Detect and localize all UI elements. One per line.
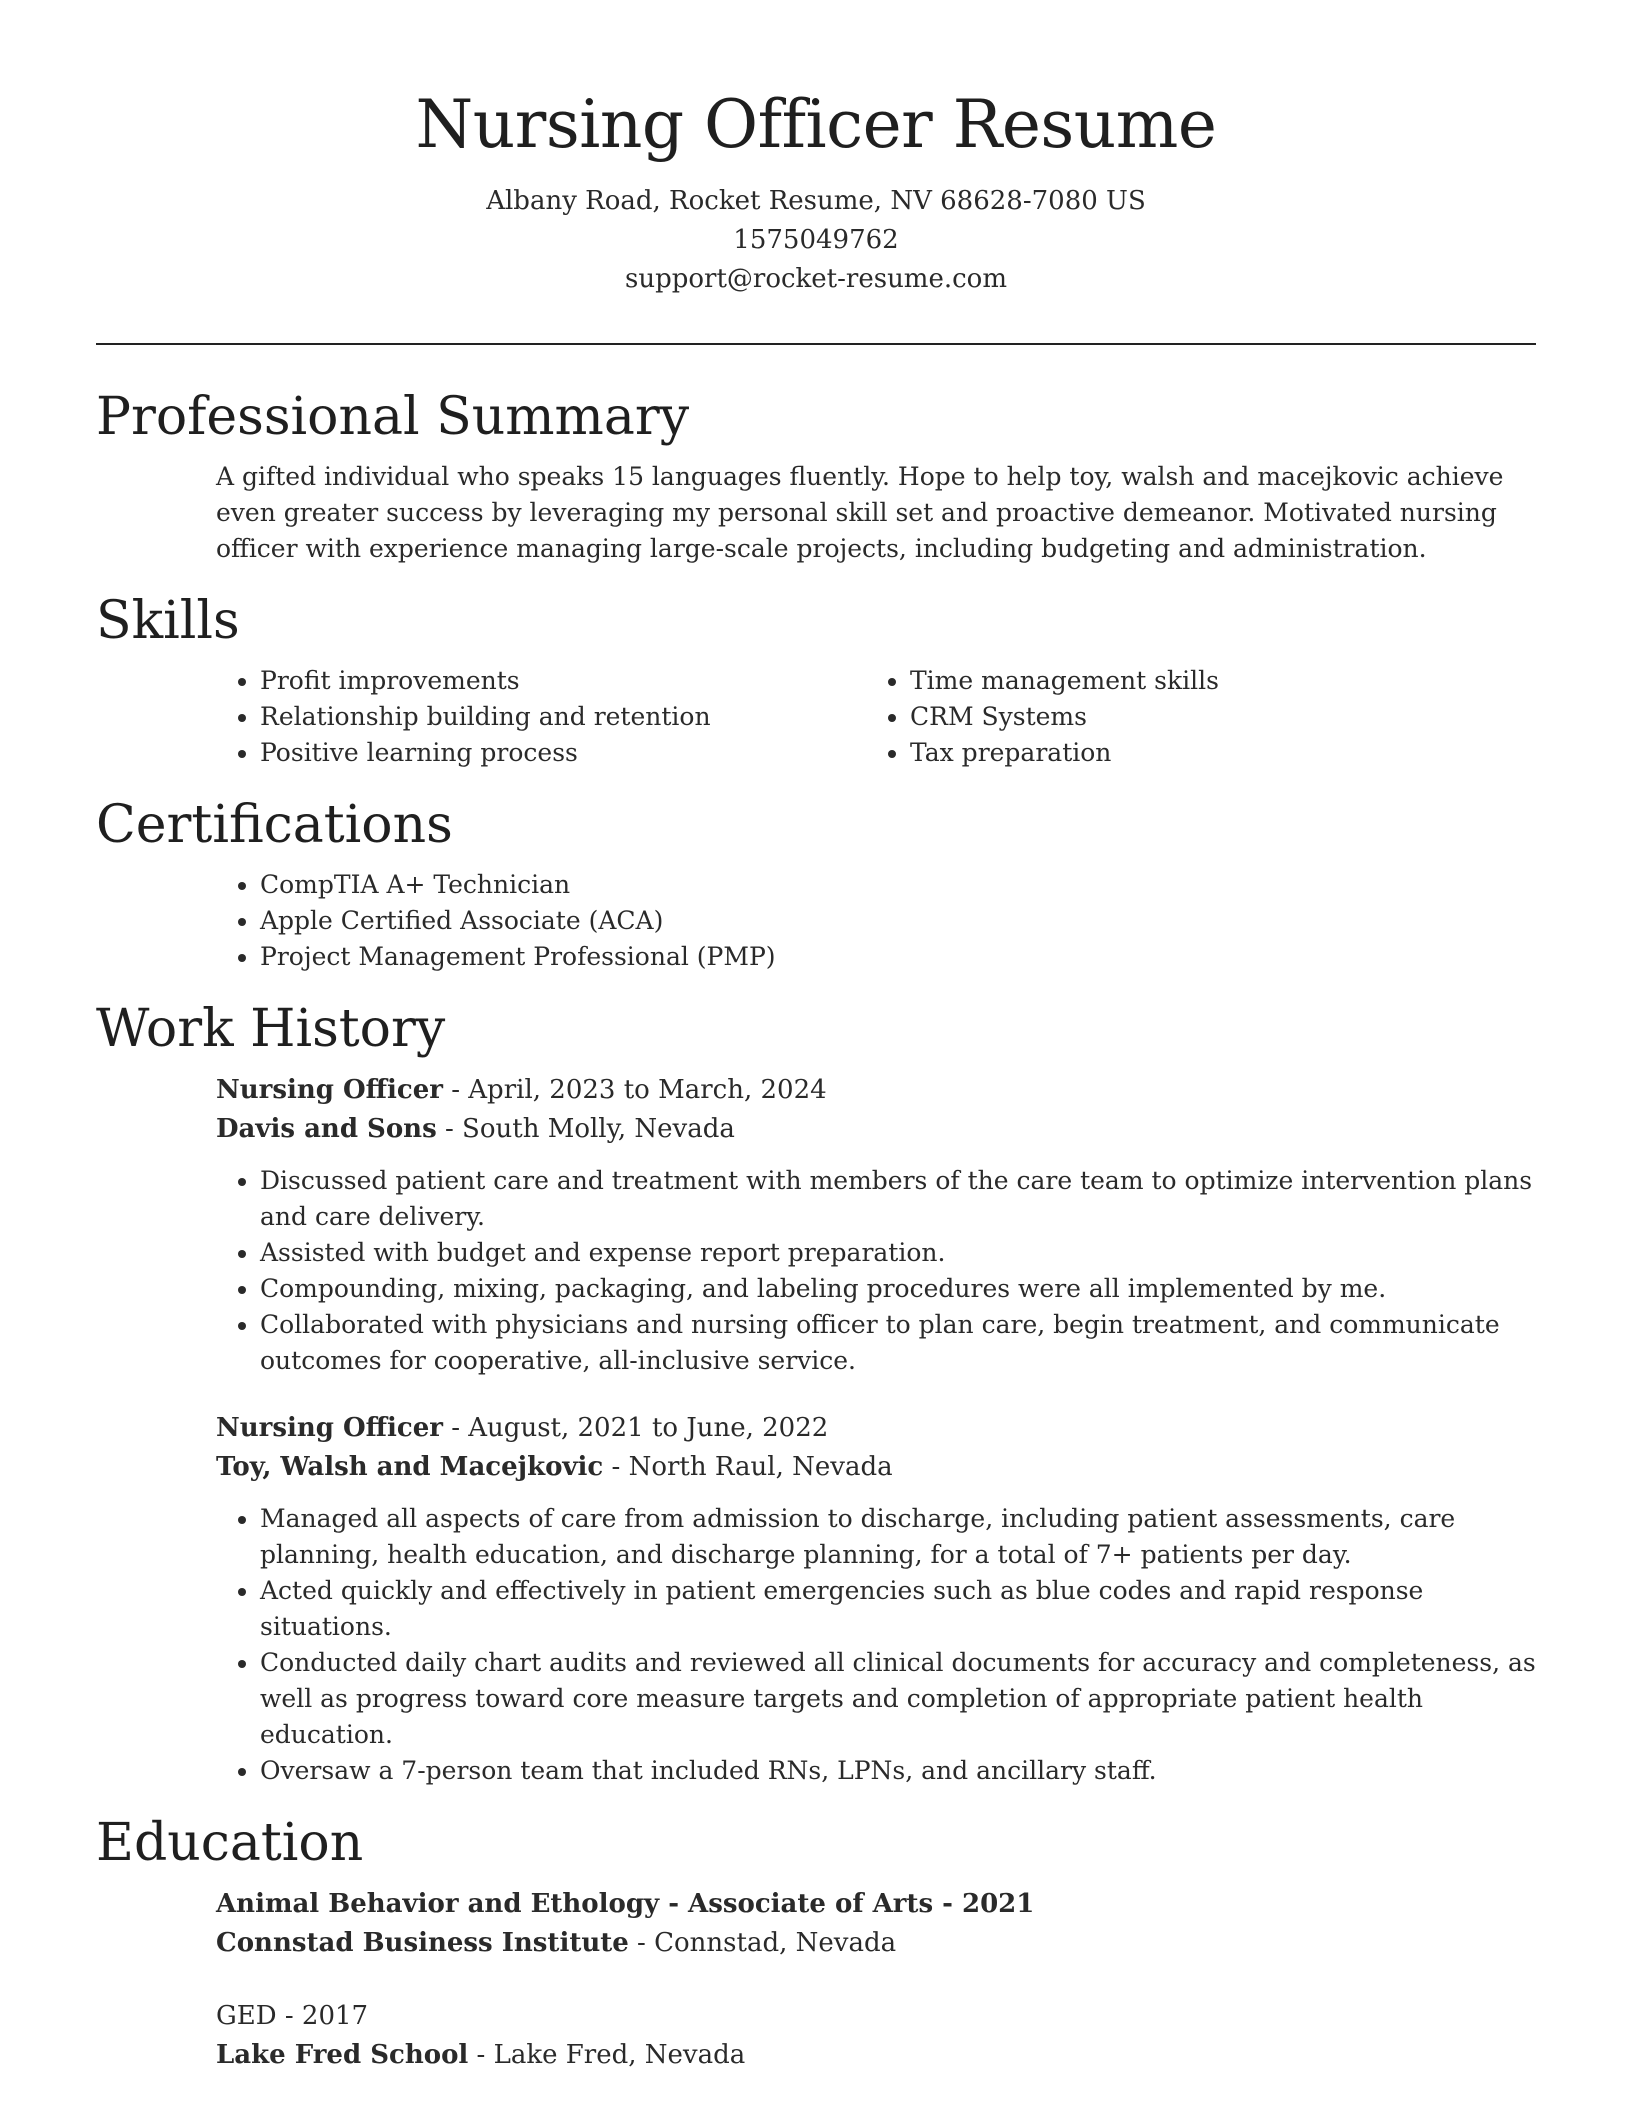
skill-item: • Profit improvements xyxy=(260,663,866,699)
resume-header xyxy=(96,80,1536,299)
header-divider xyxy=(96,343,1536,345)
job-company-line xyxy=(216,1110,1536,1149)
job-entry xyxy=(216,1071,1536,1379)
skill-item: • Relationship building and retention xyxy=(260,699,866,735)
certifications-heading: Certifications xyxy=(96,795,453,855)
skill-item: • CRM Systems xyxy=(910,699,1516,735)
education-location: - Connstad, Nevada xyxy=(628,1928,897,1958)
summary-section xyxy=(96,385,1536,567)
certification-item: • Project Management Professional (PMP) xyxy=(260,939,1536,975)
address-text: Albany Road, Rocket Resume, NV 68628-7080 US xyxy=(486,186,1146,216)
work-history-heading: Work History xyxy=(96,999,446,1059)
summary-text: A gifted individual who speaks 15 languages fluently. Hope to help toy, walsh and macejkovic achieve even greater success by leveraging my personal skill set and proactive demeanor. Motivated nursing officer with experience managing large-scale projects, including budgeting and administration. xyxy=(216,462,1504,563)
education-degree: Animal Behavior and Ethology - Associate of Arts - 2021 xyxy=(216,1889,1035,1919)
education-location: - Lake Fred, Nevada xyxy=(468,2040,746,2070)
skill-item: • Time management skills xyxy=(910,663,1516,699)
job-bullet: • Discussed patient care and treatment with members of the care team to optimize intervention plans and care delivery. xyxy=(260,1163,1536,1235)
page-title: Nursing Officer Resume xyxy=(415,86,1217,163)
job-bullet: • Conducted daily chart audits and reviewed all clinical documents for accuracy and completeness, as well as progress toward core measure targets and completion of appropriate patient health education. xyxy=(260,1645,1536,1753)
skills-section xyxy=(96,589,1536,771)
job-entry xyxy=(216,1409,1536,1789)
certification-item: • CompTIA A+ Technician xyxy=(260,867,1536,903)
education-school: Lake Fred School xyxy=(216,2040,469,2070)
job-bullet: • Acted quickly and effectively in patient emergencies such as blue codes and rapid response situations. xyxy=(260,1573,1536,1645)
job-role: Nursing Officer xyxy=(216,1075,443,1105)
job-dates: - April, 2023 to March, 2024 xyxy=(442,1075,827,1105)
education-section xyxy=(96,1811,1536,2075)
certifications-section xyxy=(96,793,1536,975)
job-location: - South Molly, Nevada xyxy=(436,1114,735,1144)
job-role: Nursing Officer xyxy=(216,1413,443,1443)
job-company: Toy, Walsh and Macejkovic xyxy=(216,1452,604,1482)
job-title-line xyxy=(216,1071,1536,1110)
skills-left-column xyxy=(216,663,866,771)
job-dates: - August, 2021 to June, 2022 xyxy=(442,1413,829,1443)
education-school-line xyxy=(216,1924,1536,1963)
skills-right-column xyxy=(866,663,1516,771)
job-bullet: • Collaborated with physicians and nursing officer to plan care, begin treatment, and communicate outcomes for cooperative, all-inclusive service. xyxy=(260,1307,1536,1379)
skill-item: • Tax preparation xyxy=(910,735,1516,771)
education-entry xyxy=(216,1885,1536,1963)
education-entry xyxy=(216,1997,1536,2075)
skill-item: • Positive learning process xyxy=(260,735,866,771)
job-company-line xyxy=(216,1448,1536,1487)
job-company: Davis and Sons xyxy=(216,1114,437,1144)
job-bullet: • Assisted with budget and expense report preparation. xyxy=(260,1235,1536,1271)
skills-heading: Skills xyxy=(96,591,240,651)
work-history-section xyxy=(96,997,1536,1789)
summary-heading: Professional Summary xyxy=(96,387,690,447)
education-heading: Education xyxy=(96,1813,364,1873)
job-location: - North Raul, Nevada xyxy=(603,1452,893,1482)
contact-info xyxy=(96,182,1536,299)
certification-item: • Apple Certified Associate (ACA) xyxy=(260,903,1536,939)
job-title-line xyxy=(216,1409,1536,1448)
job-bullet: • Compounding, mixing, packaging, and labeling procedures were all implemented by me. xyxy=(260,1271,1536,1307)
email-text: support@rocket-resume.com xyxy=(624,264,1007,294)
education-school: Connstad Business Institute xyxy=(216,1928,629,1958)
job-bullet: • Oversaw a 7-person team that included RNs, LPNs, and ancillary staff. xyxy=(260,1753,1536,1789)
resume-page xyxy=(96,80,1536,2075)
job-bullet: • Managed all aspects of care from admission to discharge, including patient assessments, care planning, health education, and discharge planning, for a total of 7+ patients per day. xyxy=(260,1501,1536,1573)
education-school-line xyxy=(216,2036,1536,2075)
phone-text: 1575049762 xyxy=(733,225,899,255)
education-degree: GED - 2017 xyxy=(216,2001,369,2031)
